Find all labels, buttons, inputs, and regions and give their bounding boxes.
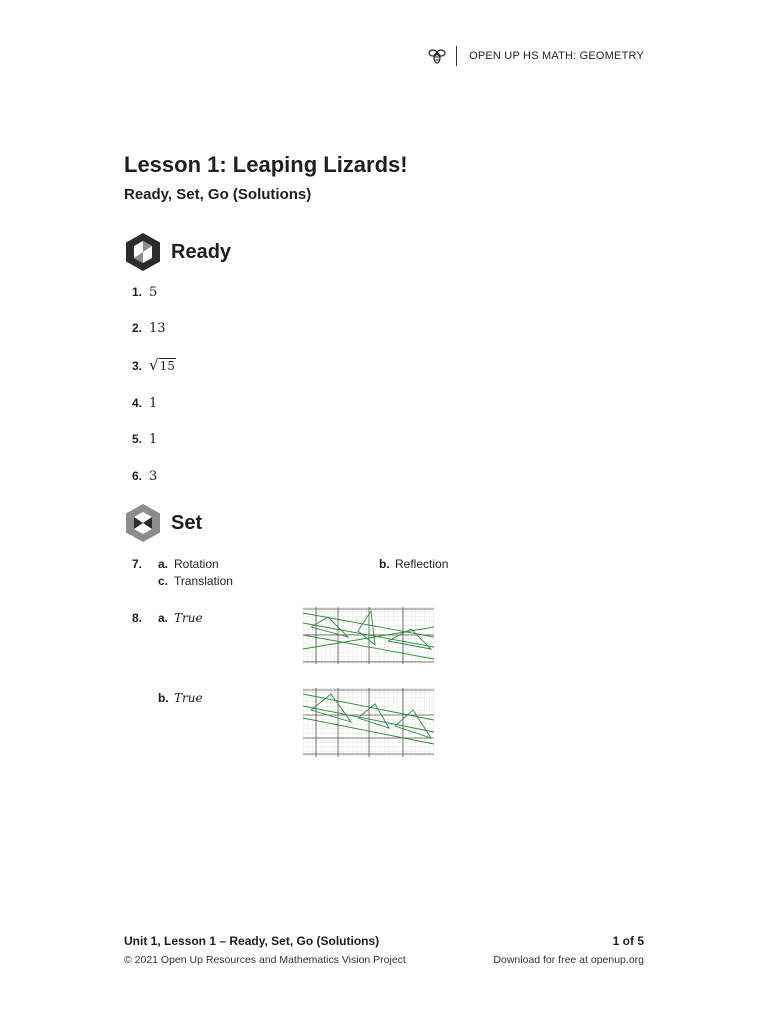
ready-answer-3 [132,356,176,374]
part-c-answer: Translation [174,574,233,588]
question-number: 7. [132,557,143,571]
part-a-answer: True [174,611,203,625]
set-section-heading [124,503,202,543]
part-b-label: b. [379,557,390,571]
part-b-answer: Reflection [395,557,449,571]
q7-row-ab [132,557,219,571]
footer-download-link[interactable]: Download for free at openup.org [493,954,644,966]
ready-hexagon-icon [124,232,162,272]
answer-value: 1 [149,396,158,411]
answer-number: 1. [132,285,143,299]
square-root-value [149,356,176,374]
q7-part-b [379,557,448,571]
footer-copyright: © 2021 Open Up Resources and Mathematics Vision Project [124,954,406,966]
answer-value: 3 [149,469,158,484]
part-c-label: c. [158,574,169,588]
part-b-label: b. [158,691,169,705]
question-number: 8. [132,611,143,625]
radicand: 15 [159,359,175,373]
answer-value: 13 [149,321,166,336]
lesson-subtitle: Ready, Set, Go (Solutions) [124,186,312,203]
answer-number: 6. [132,469,143,483]
header-divider [456,46,457,66]
set-label: Set [171,511,203,534]
answer-number: 2. [132,321,143,335]
answer-value: 1 [149,432,158,447]
bee-logo-icon [427,46,447,66]
q8-part-b [158,691,203,705]
ready-label: Ready [171,240,232,263]
footer-page-number: 1 of 5 [612,934,644,948]
ready-answer-2 [132,321,166,336]
answer-number: 5. [132,432,143,446]
q8b-graph [303,688,434,757]
answer-number: 4. [132,396,143,410]
ready-section-heading [124,232,231,272]
footer-lesson-title: Unit 1, Lesson 1 – Ready, Set, Go (Solutions) [124,934,380,948]
radical-sign-icon: √ [149,356,159,374]
answer-number: 3. [132,359,143,373]
brand-name: OPEN UP HS MATH: GEOMETRY [469,50,644,62]
ready-answer-5 [132,432,157,447]
answer-value: 5 [149,285,158,300]
part-a-label: a. [158,557,169,571]
q7-part-c [158,574,233,588]
ready-answer-1 [132,285,157,300]
ready-answer-6 [132,469,157,484]
lesson-title: Lesson 1: Leaping Lizards! [124,152,408,177]
part-a-label: a. [158,611,169,625]
q8-part-a [132,611,203,625]
set-hexagon-icon [124,503,162,543]
page-header [427,46,644,66]
q8a-graph [303,607,434,664]
ready-answer-4 [132,396,157,411]
part-a-answer: Rotation [174,557,219,571]
part-b-answer: True [174,691,203,705]
